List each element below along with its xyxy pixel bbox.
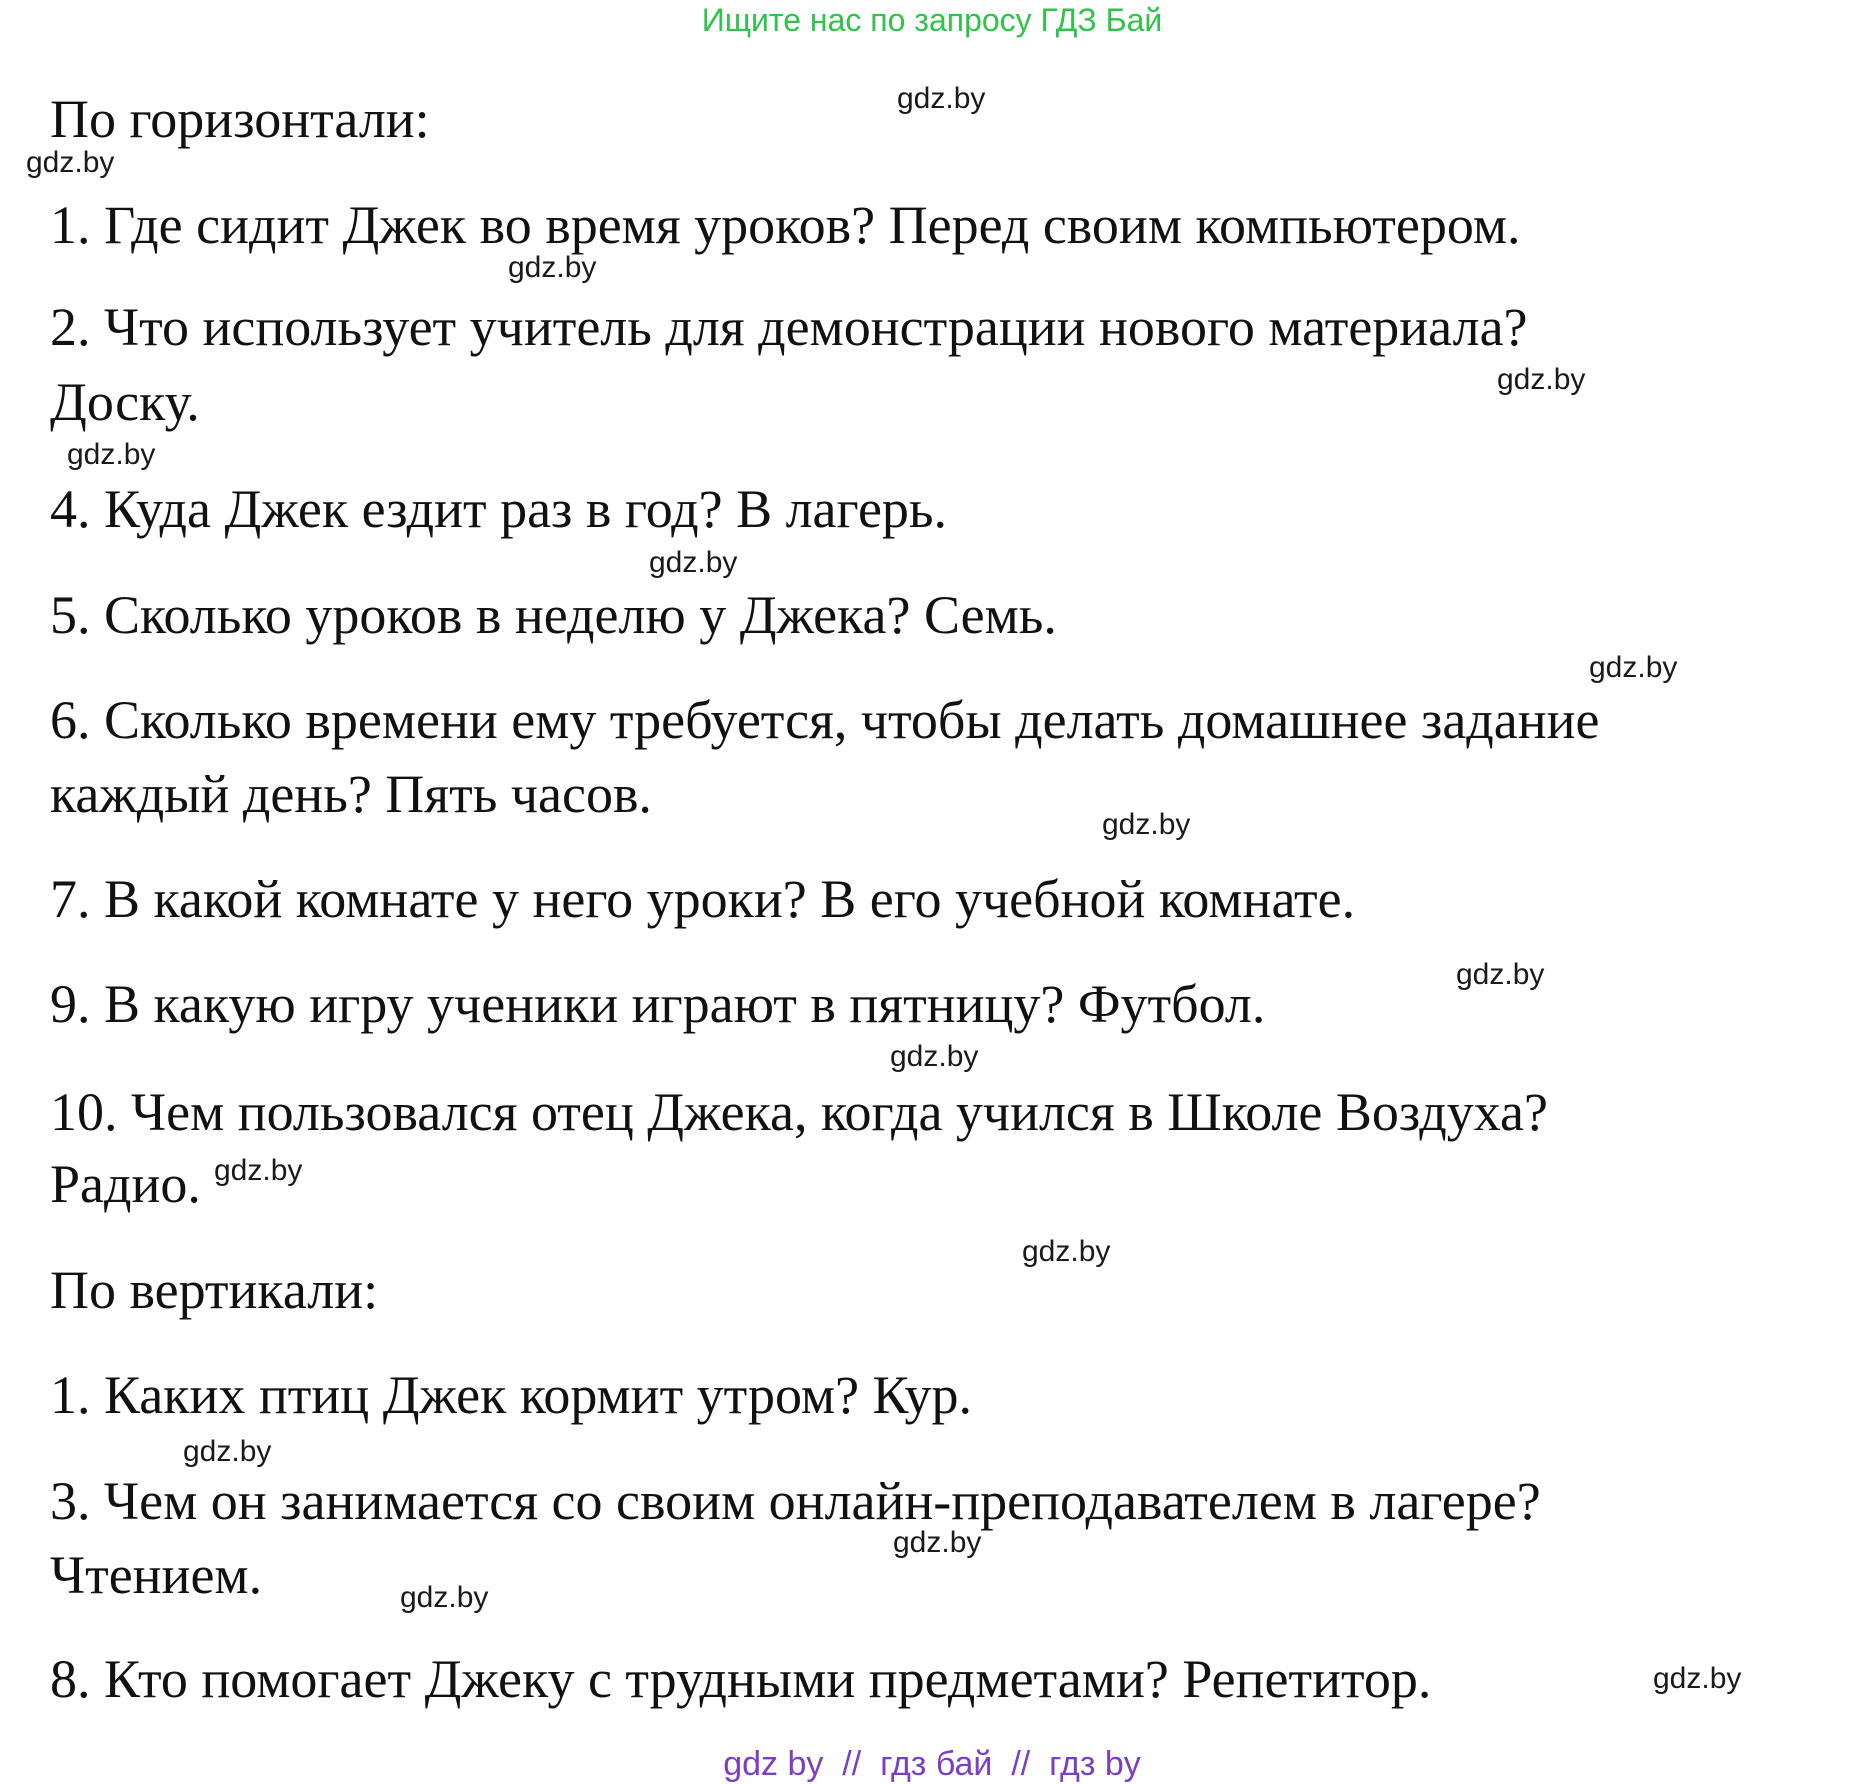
watermark: gdz.by (214, 1154, 303, 1187)
vertical-answer-3-cont: Чтением. (50, 1545, 263, 1605)
horizontal-answer-6: 6. Сколько времени ему требуется, чтобы делать домашнее задание (50, 690, 1600, 750)
horizontal-answer-10-cont: Радио. (50, 1154, 201, 1214)
horizontal-answer-2: 2. Что использует учитель для демонстрации нового материала? (50, 297, 1528, 357)
watermark: gdz.by (26, 146, 115, 179)
horizontal-answer-7: 7. В какой комнате у него уроки? В его учебной комнате. (50, 869, 1356, 929)
watermark: gdz.by (1497, 363, 1586, 396)
watermark: gdz.by (1022, 1235, 1111, 1268)
horizontal-answer-1: 1. Где сидит Джек во время уроков? Перед своим компьютером. (50, 195, 1521, 255)
vertical-heading: По вертикали: (50, 1260, 379, 1320)
watermark: gdz.by (1456, 958, 1545, 991)
watermark: gdz.by (400, 1581, 489, 1614)
horizontal-answer-6-cont: каждый день? Пять часов. (50, 764, 652, 824)
vertical-answer-1: 1. Каких птиц Джек кормит утром? Кур. (50, 1365, 973, 1425)
horizontal-answer-2-cont: Доску. (50, 372, 200, 432)
watermark: gdz.by (893, 1526, 982, 1559)
vertical-answer-8: 8. Кто помогает Джеку с трудными предметами? Репетитор. (50, 1649, 1432, 1709)
watermark: gdz.by (649, 546, 738, 579)
watermark: gdz.by (890, 1040, 979, 1073)
vertical-answer-3: 3. Чем он занимается со своим онлайн-преподавателем в лагере? (50, 1471, 1541, 1531)
top-banner: Ищите нас по запросу ГДЗ Бай (701, 2, 1163, 38)
watermark: gdz.by (183, 1435, 272, 1468)
horizontal-answer-4: 4. Куда Джек ездит раз в год? В лагерь. (50, 479, 948, 539)
watermark: gdz.by (1653, 1662, 1742, 1695)
watermark: gdz.by (897, 82, 986, 115)
watermark: gdz.by (1589, 651, 1678, 684)
watermark: gdz.by (67, 438, 156, 471)
horizontal-answer-9: 9. В какую игру ученики играют в пятницу? Футбол. (50, 974, 1266, 1034)
watermark: gdz.by (1102, 808, 1191, 841)
watermark: gdz.by (508, 251, 597, 284)
horizontal-heading: По горизонтали: (50, 89, 430, 149)
footer-links: gdz by // гдз бай // гдз by (723, 1745, 1141, 1783)
horizontal-answer-5: 5. Сколько уроков в неделю у Джека? Семь. (50, 585, 1057, 645)
horizontal-answer-10: 10. Чем пользовался отец Джека, когда учился в Школе Воздуха? (50, 1082, 1548, 1142)
